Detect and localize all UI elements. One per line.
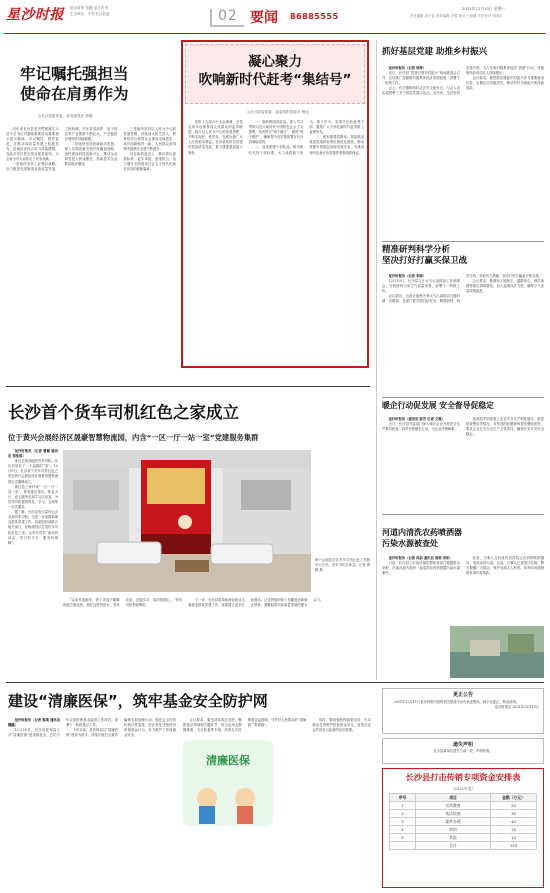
river-photo (450, 626, 544, 678)
fund-table-cell: 15 (491, 826, 537, 834)
lost-notice (382, 738, 544, 764)
fund-table-title: 长沙县打击传销专项资金安排表 (405, 772, 521, 782)
article-4-byline: 星沙时报讯（记者 李婷） (388, 273, 427, 278)
fund-table-cell: 其他 (416, 834, 491, 842)
fund-table-row (390, 842, 537, 850)
fund-table (389, 793, 537, 850)
correction-notice (382, 688, 544, 734)
editors-line: 责任编辑 刘子怡 美术编辑 尹爽 校对 王雨萌 责任校对 邓国平 (410, 14, 503, 18)
article-1-title: 牢记嘱托强担当 使命在肩勇作为 (20, 65, 129, 104)
article-4-body: 星沙时报讯（记者 李婷） 12月10日，长沙县召开大气污染防治工作调度会，分析研判当前空气质量形势，部署下一阶段工作。 会议指出，当前正值秋冬季大气污染防治关键时期，各镇街、各部门要对照目标任务，精准研判、科学分析，采取有力措施，坚决打好打赢蓝天保卫战。 会议要求，要强化工地扬尘、道路扬尘、餐饮油烟等重点领域管控，加大巡查执法力度，确保空气质量持续改善。 (382, 273, 544, 304)
fund-table-row (390, 826, 537, 834)
fund-table-box (382, 768, 544, 888)
correction-notice-text: 2021年12月11日星沙时报刊登的相关报道中存在表述错误，现予以更正，特此说明。 (393, 700, 520, 704)
divider-top-a7 (6, 386, 370, 387)
fund-col-no: 序号 (390, 794, 416, 802)
fund-table-cell: 35 (491, 810, 537, 818)
fund-table-cell: 40 (491, 818, 537, 826)
article-8-body-right: 会议要求，要坚持零容忍态度，聚焦重点领域和关键环节，综合运用大数据筛查、飞行检查等手段，织密扎牢医保基金监管网，守护好人民群众的“看病钱”“救命钱”。 同时，要加强医保政策宣传，引导群众自觉维护医保基金安全，营造全社会共同参与监督的良好氛围。 (183, 718, 371, 733)
page-number-bracket (210, 9, 244, 27)
masthead (0, 0, 550, 34)
article-5-title: 暖企行动促发展 安全督导促稳定 (382, 401, 494, 410)
article-8-byline: 星沙时报讯（记者 蒋瑛 通讯员 魏璐） (8, 718, 60, 728)
column-divider-right (376, 40, 377, 680)
logo: 星沙时报 (6, 7, 64, 23)
article-2-byline: ◎长沙县委常委、县委组织部部长 杨运 (247, 110, 309, 114)
fund-table-row (390, 834, 537, 842)
fund-table-row (390, 810, 537, 818)
article-5 (382, 402, 544, 512)
divider-a3-a4 (382, 241, 544, 242)
article-6-title: 河道内清洗农药喷洒器 污染水源被查处 (382, 528, 462, 548)
fund-table-cell: 执法检查 (416, 810, 491, 818)
page-number: 02 (218, 8, 238, 24)
fund-table-cell: 5 (390, 834, 416, 842)
fund-table-row (390, 818, 537, 826)
divider-a5-a6 (382, 514, 544, 515)
lost-notice-title: 遗失声明 (452, 742, 473, 748)
article-3-title: 抓好基层党建 助推乡村振兴 (382, 47, 487, 57)
fund-table-cell (390, 842, 416, 850)
article-7-photo-caption: 黄兴会展经济区货车司机红色之家服务大厅内，货车司机在休息。记者 曹颖 摄 (315, 558, 370, 573)
fund-table-header-row (390, 794, 537, 802)
fund-table-cell: 120 (491, 842, 537, 850)
article-7-body-bottom: “以前长途跑车，停下来连个歇脚的地方都没有，现在这里有热水、有休息室，还能学习，真的很暖心。”货车司机李师傅说。 下一步，长沙县将持续深化新业态新就业群体党建工作，探索建立更多红色驿站，让党的组织和工作覆盖到新就业群体，凝聚起推动高质量发展的强大合力。 (63, 598, 324, 608)
article-1-body: 近年来长沙县坚决贯彻落实习近平总书记对湖南重要讲话重要指示批示精神，牢记嘱托、感恩奋进，在推动高质量发展上积极作为，县域经济综合实力持续增强，连续多年位居全国百强县前列，为全省全市大局作出了应有贡献。 一是始终坚持工业强县战略。全力推进先进制造业高质量发展，工程机械、汽车及零部件、电子信息等产业集群不断壮大，产业链供应链韧性持续增强。 二是始终坚持创新驱动发展。深入实施创新引领开放崛起战略，加快建设科技创新平台，推动企业研发投入快速增长，高新技术企业数量稳步增加。 三是始终坚持以人民为中心的发展思想。持续加大民生投入，教育医疗社保等社会事业全面进步，城乡面貌焕然一新，人民群众获得感幸福感安全感不断提升。 站在新的起点上，我们将以更高标准、更实举措、更强担当，奋力谱写全面建设社会主义现代化新长沙县的崭新篇章。 (6, 126, 176, 172)
fund-table-row (390, 802, 537, 810)
divider-a4-a5 (382, 397, 544, 398)
article-2-title: 凝心聚力 吹响新时代赶考“集结号” (198, 54, 352, 88)
cartoon-label: 清廉医保 (206, 754, 250, 767)
article-4-title: 精准研判科学分析 坚决打好打赢买保卫战 (382, 245, 468, 267)
fund-col-amount: 金额（万元） (491, 794, 537, 802)
article-7-body-left: 星沙时报讯（记者 曹颖 通讯员 郑佳琪） 来自全国各地的货车司机，在长沙县有了一个温暖的“家”。12月9日，长沙首个货车司机红色之家在黄兴会展经济区晟豪智慧物流园正式揭牌成立。 该红色之家内设“一区一厅一站一室”，即党建宣传区、休息大厅、爱心服务站和学习活动室，为货车司机提供休息、学习、交流等一站式服务。 据了解，长沙县有大量货运企业和货车司机。为进一步加强新就业群体党建工作，县委组织部联合相关部门，在物流园区打造货车司机红色之家，让货车司机“流动有站点、学习有平台、服务有保障”。 (8, 449, 58, 545)
masthead-divider (4, 33, 546, 34)
article-8-title: 建设“清廉医保”，筑牢基金安全防护网 (8, 692, 268, 710)
article-6-body: 星沙时报讯（记者 冉前 通讯员 周杨 李沛） 日前，长沙县公安局环境犯罪侦查部门根据群众举报，在某河道内查获一起清洗农药喷洒器污染水源案件。 经查，当事人在河道内清洗装过农药的喷洒器具，造成水体污染。目前，当事人已被依法处理。警方提醒广大群众，保护水源人人有责，切勿向河道倾倒有毒有害物质。 (382, 555, 544, 575)
article-2-box (181, 40, 369, 368)
truck-driver-home-photo (63, 450, 311, 592)
article-7-photo (63, 450, 311, 592)
fund-table-cell: 4 (390, 826, 416, 834)
article-3-byline: 星沙时报讯（记者 钟涛） (388, 65, 427, 70)
article-3-body: 星沙时报讯（记者 钟涛） 近日，长沙县“党建引领乡村振兴”现场推进会召开，总结推广各镇街村级集体经济发展经验，部署下一阶段工作。 会上，有关镇街和村社区作交流发言，与会人员实地观摩了多个基层党建示范点。近年来，全县坚持党建引领，大力实施村级集体经济“消薄”行动，村级集体经济总收入持续增长。 会议要求，要把抓党建促乡村振兴作为重要政治任务，压紧压实各级责任，推动乡村全面振兴取得新成效。 (382, 65, 544, 96)
correction-notice-title: 更正公告 (452, 692, 473, 698)
fund-table-cell: 培训 (416, 826, 491, 834)
article-6-byline: 星沙时报讯（记者 冉前 通讯员 周杨 李沛） (388, 555, 453, 560)
article-1-byline: ◎长沙县委常委、常务副县长 郭敏 (38, 114, 93, 119)
hotline-number: 86885555 (290, 12, 339, 21)
fund-table-cell: 2 (390, 810, 416, 818)
fund-table-cell: 案件办理 (416, 818, 491, 826)
section-title: 要闻 (250, 10, 278, 26)
article-7-byline: 星沙时报讯（记者 曹颖 通讯员 郑佳琪） (8, 449, 58, 459)
article-5-byline: 星沙时报讯（通讯员 彭芳 记者 文雅） (388, 416, 445, 421)
article-4 (382, 245, 544, 395)
lost-notice-text: 长沙县某单位遗失公章一枚，声明作废。 (433, 749, 493, 753)
fund-table-unit: （2021年度） (450, 786, 476, 791)
divider-top-a8 (6, 682, 544, 683)
fund-table-cell: 1 (390, 802, 416, 810)
fund-table-cell: 10 (491, 834, 537, 842)
issue-date: 2021年12月13日 星期一 (462, 6, 506, 11)
article-7-title: 长沙首个货车司机红色之家成立 (8, 403, 239, 422)
correction-notice-sign: 星沙时报社 2021年12月13日 (494, 705, 539, 710)
fund-col-item: 项目 (416, 794, 491, 802)
fund-table-cell: 合计 (416, 842, 491, 850)
article-6 (382, 518, 544, 683)
fund-table-cell: 3 (390, 818, 416, 826)
fund-table-cell: 20 (491, 802, 537, 810)
masthead-sub1: 星沙时报 传播 星沙声音 (70, 6, 109, 10)
article-5-body: 星沙时报讯（通讯员 彭芳 记者 文雅） 近日，长沙县安监部门深入辖区企业开展安全生产督导检查，同时开展暖企行动，为企业纾困解难。 检查组详细查看了企业安全生产制度落实、隐患排查整治等情况，对发现的问题现场提出整改意见，要求企业压实安全生产主体责任，确保岁末年初安全稳定。 (382, 416, 544, 437)
article-1 (6, 40, 176, 385)
fund-table-cell: 宣传教育 (416, 802, 491, 810)
masthead-sub2: 主办单位：中共长沙县委 (70, 12, 110, 16)
article-8-body-left: 星沙时报讯（记者 蒋瑛 通讯员 魏璐） 12月10日，长沙县医保局召开“清廉医保”建设推进会，总结今年以来医保基金监管工作成效，部署下一阶段重点工作。 今年以来，县医保局以“清廉医保”建设为抓手，持续开展打击欺诈骗保专项治理行动，强化定点医药机构日常监管，依法查处违规使用医保基金行为，有力维护了医保基金安全。 (8, 718, 176, 738)
article-3 (382, 40, 544, 240)
article-2-body: 党的十九届六中全会强调，全党必须永远保持同人民群众的血肉联系，践行以人民为中心的发展思想，不断实现好、维护好、发展好最广大人民的根本利益。长沙县坚持以党建引领高质量发展，着力建强基层战斗堡垒。 一、旗帜鲜明讲政治。深入学习贯彻习近平新时代中国特色社会主义思想，坚决捍卫“两个确立”，做到“两个维护”，确保党中央决策部署在长沙县落地见效。 二、选优配强干部队伍。树牢新时代好干部标准，大力选拔敢于担当、善于作为、实绩突出的优秀干部，激励广大干部在新时代赶考路上奋勇争先。 三、固本强基筑堡垒。持续推进基层党组织标准化规范化建设，推动党建引领基层治理走深走实，为建设现代化新长沙县提供坚强组织保证。 (188, 120, 364, 155)
article-7-subtitle: 位于黄兴会展经济区晟豪智慧物流园，内含“一区一厅一站一室”党建服务集群 (8, 433, 259, 442)
